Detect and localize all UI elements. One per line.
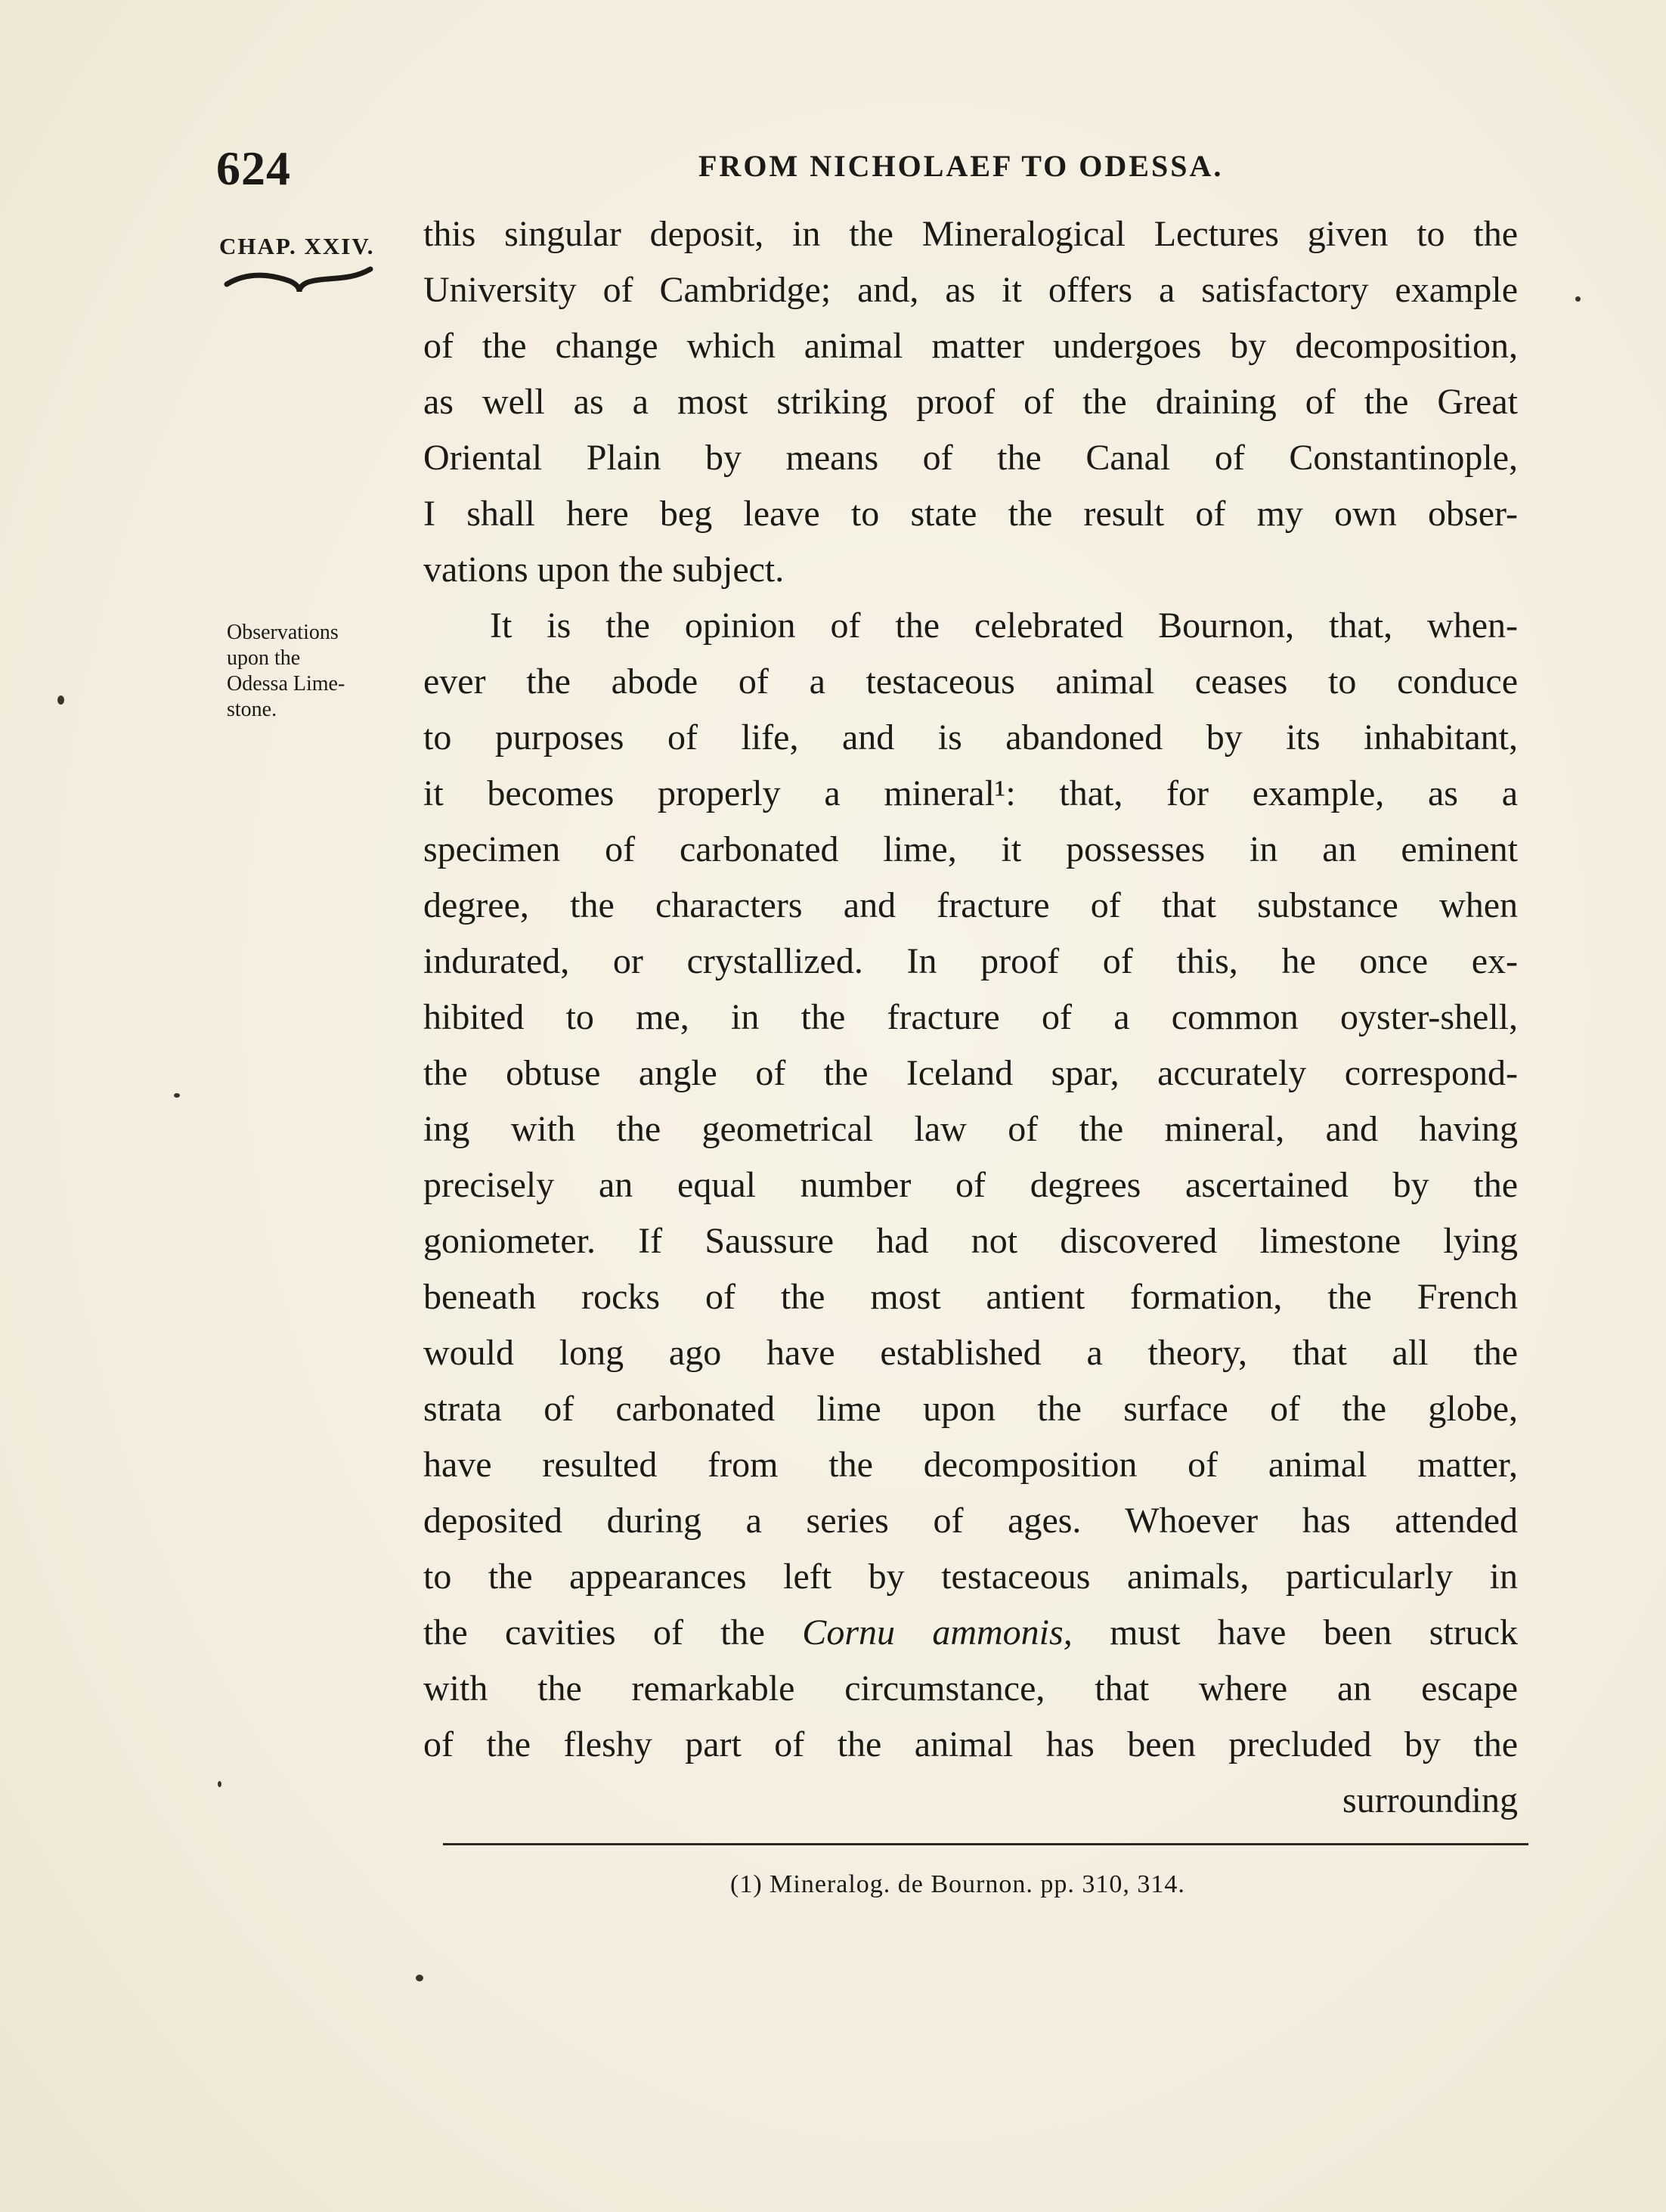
margin-note-line: upon the [227, 646, 301, 670]
chapter-ornament-icon [224, 265, 375, 298]
margin-note-line: Observations [227, 621, 339, 644]
text-line: hibited to me, in the fracture of a common oyster-shell, [423, 997, 1518, 1037]
text-line: of the fleshy part of the animal has been precluded by the [423, 1724, 1518, 1764]
text-line: beneath rocks of the most antient formation, the French [423, 1277, 1518, 1317]
text-line: vations upon the subject. [423, 550, 785, 590]
text-line: It is the opinion of the celebrated Bournon, that, when- [490, 606, 1518, 646]
text-line: as well as a most striking proof of the draining of the Great [423, 382, 1518, 422]
footnote-rule [443, 1843, 1528, 1845]
chapter-label: CHAP. XXIV. [219, 233, 375, 259]
margin-note-line: Odessa Lime- [227, 672, 345, 696]
text-line: to the appearances left by testaceous animals, particularly in [423, 1557, 1518, 1597]
text-line: to purposes of life, and is abandoned by its inhabitant, [423, 717, 1518, 757]
text-line: with the remarkable circumstance, that where an escape [423, 1668, 1518, 1709]
text-line: goniometer. If Saussure had not discovered limestone lying [423, 1221, 1518, 1261]
catchword: surrounding [1342, 1780, 1518, 1820]
text-line: ing with the geometrical law of the mineral, and having [423, 1109, 1518, 1149]
text-span: must have been struck [1110, 1613, 1519, 1653]
text-line: the obtuse angle of the Iceland spar, accurately correspond- [423, 1053, 1518, 1093]
text-line: indurated, or crystallized. In proof of this, he once ex- [423, 941, 1518, 981]
text-line: have resulted from the decomposition of animal matter, [423, 1445, 1518, 1485]
text-line: Oriental Plain by means of the Canal of Constantinople, [423, 438, 1518, 478]
text-line: strata of carbonated lime upon the surface of the globe, [423, 1389, 1518, 1429]
text-line: deposited during a series of ages. Whoever has attended [423, 1501, 1518, 1541]
text-line: of the change which animal matter undergoes by decomposition, [423, 326, 1518, 366]
italic-term: Cornu ammonis, [802, 1613, 1073, 1653]
page-number: 624 [216, 141, 291, 195]
text-line: it becomes properly a mineral¹: that, for example, as a [423, 773, 1518, 813]
margin-note-line: stone. [227, 698, 277, 721]
text-line: precisely an equal number of degrees ascertained by the [423, 1165, 1518, 1205]
text-line: University of Cambridge; and, as it offers a satisfactory example [423, 270, 1518, 310]
margin-note [227, 620, 386, 723]
paper-speck [416, 1975, 423, 1981]
running-head: FROM NICHOLAEF TO ODESSA. [698, 149, 1224, 183]
text-span: the cavities of the [423, 1613, 765, 1653]
text-line: specimen of carbonated lime, it possesses in an eminent [423, 829, 1518, 869]
text-line: degree, the characters and fracture of that substance when [423, 885, 1518, 925]
text-line: this singular deposit, in the Mineralogical Lectures given to the [423, 214, 1518, 254]
footnote: (1) Mineralog. de Bournon. pp. 310, 314. [730, 1870, 1185, 1898]
paper-speck [174, 1093, 180, 1098]
text-line-with-italic [423, 1610, 1518, 1656]
text-line: ever the abode of a testaceous animal ceases to conduce [423, 661, 1518, 702]
paper-speck [1575, 296, 1581, 302]
text-line: would long ago have established a theory, that all the [423, 1333, 1518, 1373]
paper-speck [218, 1781, 221, 1787]
text-line: I shall here beg leave to state the result of my own obser- [423, 494, 1518, 534]
paper-speck [57, 696, 64, 705]
